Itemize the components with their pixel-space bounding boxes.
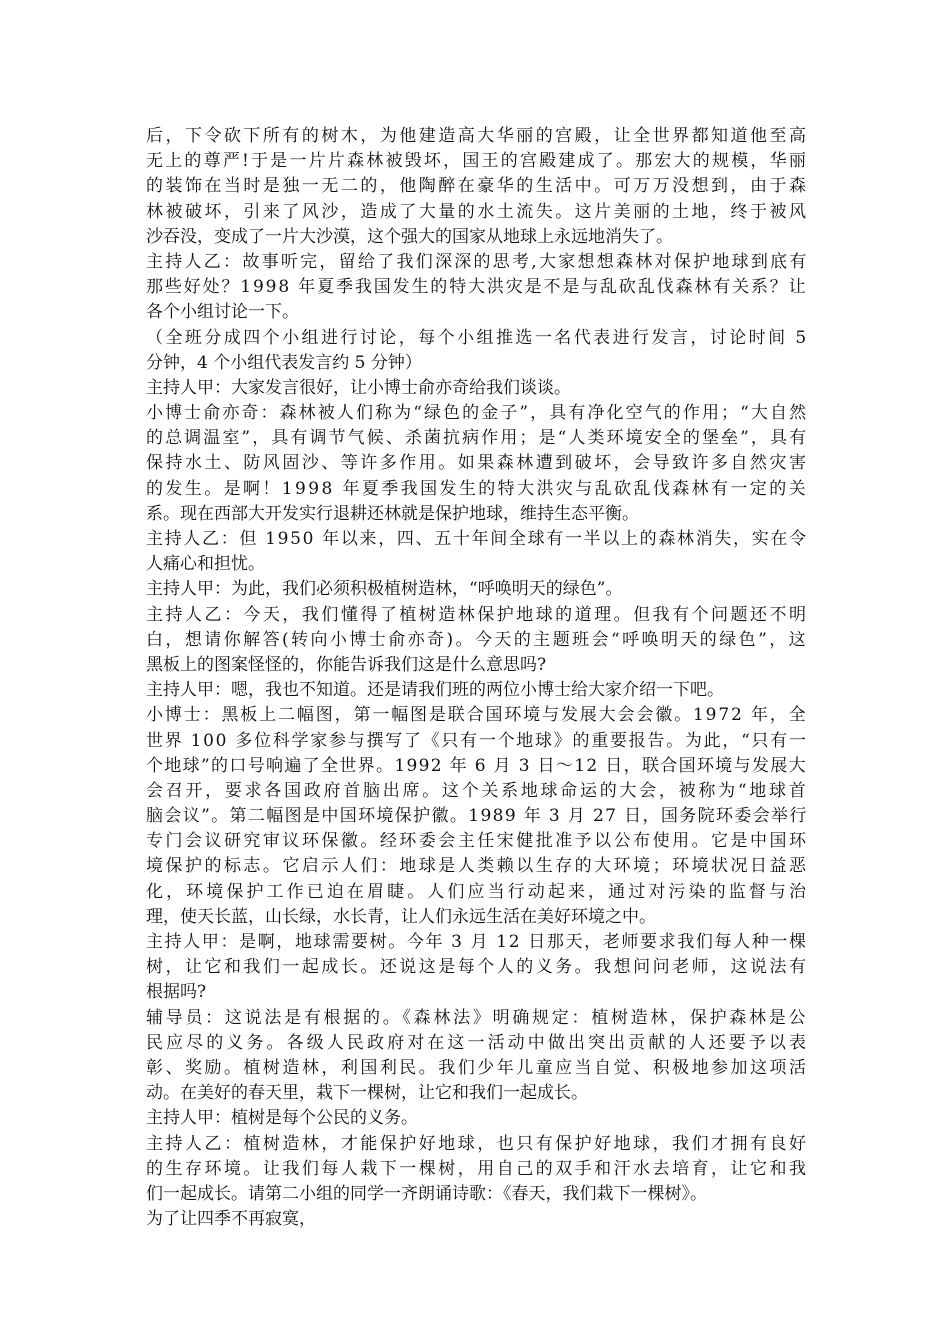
text-line: 专门会议研究审议环保徽。经环委会主任宋健批准予以公布使用。它是中国环 [146,831,809,852]
text-line: 的生存环境。让我们每人栽下一棵树，用自己的双手和汗水去培育，让它和我 [146,1158,809,1179]
text-line: 小博士俞亦奇：森林被人们称为“绿色的金子”，具有净化空气的作用；“大自然 [146,403,809,424]
text-line: 个地球”的口号响遍了全世界。1992 年 6 月 3 日～12 日，联合国环境与发展大 [146,755,807,776]
text-line: 白，想请你解答(转向小博士俞亦奇)。今天的主题班会“呼唤明天的绿色”，这 [146,629,809,650]
text-line: 主持人乙：但 1950 年以来，四、五十年间全球有一半以上的森林消失，实在令 [146,529,808,549]
text-line: 主持人甲：植树是每个公民的义务。 [146,1108,418,1129]
text-line: 会召开，要求各国政府首脑出席。这个关系地球命运的大会，被称为“地球首 [146,780,809,801]
text-line: 那些好处？1998 年夏季我国发生的特大洪灾是不是与乱砍乱伐森林有关系？让 [146,277,808,298]
text-line: 主持人乙：植树造林，才能保护好地球，也只有保护好地球，我们才拥有良好 [146,1133,809,1154]
text-line: （全班分成四个小组进行讨论，每个小组推选一名代表进行发言，讨论时间 5 [146,327,809,348]
text-line: 保持水土、防风固沙、等许多作用。如果森林遭到破坏，会导致许多自然灾害 [146,453,809,474]
text-line: 脑会议”。第二幅图是中国环境保护徽。1989 年 3 月 27 日，国务院环委会举行 [146,806,808,827]
text-line: 系。现在西部大开发实行退耕还林就是保护地球，维持生态平衡。 [146,503,639,524]
text-line: 树，让它和我们一起成长。还说这是每个人的义务。我想问问老师，这说法有 [146,957,809,978]
text-line: 的装饰在当时是独一无二的，他陶醉在豪华的生活中。可万万没想到，由于森 [146,176,809,197]
text-line: 各个小组讨论一下。 [146,302,299,323]
text-line: 主持人甲：嗯，我也不知道。还是请我们班的两位小博士给大家介绍一下吧。 [146,680,724,701]
text-line: 化，环境保护工作已迫在眉睫。人们应当行动起来，通过对污染的监督与治 [146,881,810,902]
text-line: 后，下令砍下所有的树木，为他建造高大华丽的宫殿，让全世界都知道他至高 [146,126,809,146]
text-line: 们一起成长。请第二小组的同学一齐朗诵诗歌：《春天，我们栽下一棵树》。 [146,1183,707,1204]
text-line: 主持人乙：今天，我们懂得了植树造林保护地球的道理。但我有个问题还不明 [146,604,809,625]
text-line: 根据吗? [146,982,207,1003]
text-line: 主持人甲：大家发言很好，让小博士俞亦奇给我们谈谈。 [146,377,571,398]
text-line: 黑板上的图案怪怪的，你能告诉我们这是什么意思吗? [146,654,547,675]
text-line: 民应尽的义务。各级人民政府对在这一活动中做出突出贡献的人还要予以表 [146,1032,810,1053]
text-line: 主持人甲：为此，我们必须积极植树造林，“呼唤明天的绿色”。 [146,579,623,600]
text-line: 无上的尊严!于是一片片森林被毁坏，国王的宫殿建成了。那宏大的规模，华丽 [146,151,809,172]
text-line: 动。在美好的春天里，栽下一棵树，让它和我们一起成长。 [146,1083,588,1104]
text-line: 理，使天长蓝，山长绿，水长青，让人们永远生活在美好环境之中。 [146,906,656,927]
text-line: 辅导员：这说法是有根据的。《森林法》明确规定：植树造林，保护森林是公 [146,1007,809,1028]
text-line: 林被破坏，引来了风沙，造成了大量的水土流失。这片美丽的土地，终于被风 [146,201,809,222]
text-line: 的总调温室”，具有调节气候、杀菌抗病作用；是“人类环境安全的堡垒”，具有 [146,428,809,449]
text-line: 的发生。是啊！1998 年夏季我国发生的特大洪灾与乱砍乱伐森林有一定的关 [146,478,809,499]
document-body [146,124,810,1232]
text-line: 为了让四季不再寂寞， [146,1209,316,1230]
text-line: 小博士：黑板上二幅图，第一幅图是联合国环境与发展大会会徽。1972 年，全 [146,705,808,726]
text-line: 世界 100 多位科学家参与撰写了《只有一个地球》的重要报告。为此，“只有一 [146,730,808,751]
text-line: 分钟，4 个小组代表发言约 5 分钟） [146,352,422,373]
text-line: 人痛心和担忧。 [146,554,265,575]
text-line: 彰、奖励。植树造林，利国利民。我们少年儿童应当自觉、积极地参加这项活 [146,1057,809,1078]
text-line: 沙吞没，变成了一片大沙漠，这个强大的国家从地球上永远地消失了。 [146,226,673,247]
text-line: 境保护的标志。它启示人们：地球是人类赖以生存的大环境；环境状况日益恶 [146,856,809,877]
text-line: 主持人乙：故事听完，留给了我们深深的思考,大家想想森林对保护地球到底有 [146,251,809,272]
text-line: 主持人甲：是啊，地球需要树。今年 3 月 12 日那天，老师要求我们每人种一棵 [146,932,808,952]
